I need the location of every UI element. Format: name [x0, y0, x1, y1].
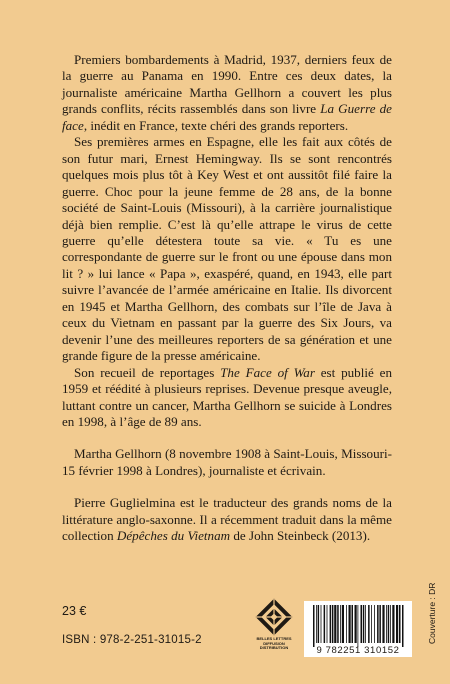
barcode-bar — [342, 605, 344, 643]
barcode-bar — [355, 605, 357, 643]
text-segment: Ses premières armes en Espagne, elle les fait aux côtés de son futur mari, Ernest Hemingway. Ils se sont rencontrés quelques mois plus tôt à Key West et ont aussitôt filé faire la guerre. Choc pour la jeune femme de 28 ans, de la bonne société de Saint-Louis (Missouri), à la carrière journalistique déjà bien remplie. C’est là qu’elle attrape le virus de cette guerre qu’elle détestera toute sa vie. « Tu es une correspondante de guerre sur le front ou une épouse dans mon lit ? » lui lance « Papa », exaspéré, quand, en 1943, elle part suivre l’avancée de l’armée américaine en Italie. Ils divorcent en 1945 et Martha Gellhorn, des combats sur l’île de Java à ceux du Vietnam en passant par la guerre des Six Jours, va devenir l’une des meilleures reporters de sa génération et une grande figure de la presse américaine. — [62, 134, 392, 364]
barcode-bar — [318, 605, 320, 643]
barcode-bar — [377, 605, 379, 643]
barcode-bar — [382, 605, 384, 643]
barcode-bar — [349, 605, 351, 643]
barcode-bar — [358, 605, 359, 647]
barcode-bar — [313, 605, 315, 647]
barcode-bar — [363, 605, 365, 643]
barcode-bar — [324, 605, 326, 643]
price: 23 € — [62, 604, 87, 618]
barcode-bar — [332, 605, 334, 643]
italic-title: Dépêches du Vietnam — [116, 528, 231, 544]
barcode-bar — [330, 605, 332, 643]
paragraph — [62, 365, 392, 431]
back-cover-text — [62, 52, 392, 545]
barcode-bar — [396, 605, 398, 643]
barcode-bar — [402, 605, 404, 647]
barcode-bar — [316, 605, 317, 643]
barcode-bar — [392, 605, 394, 643]
publisher-logo-text: BELLES LETTRES DIFFUSION DISTRIBUTION — [256, 636, 292, 651]
barcode-number: 9 782251 310152 — [316, 645, 400, 656]
paragraph — [62, 52, 392, 134]
barcode-bar — [321, 605, 322, 643]
barcode-bar — [390, 605, 391, 643]
barcode-bar — [371, 605, 372, 643]
barcode-bar — [388, 605, 390, 643]
barcode-bar — [327, 605, 328, 643]
barcode-bar — [386, 605, 387, 643]
barcode-bar — [346, 605, 347, 643]
barcode-bar — [340, 605, 341, 643]
paragraph — [62, 495, 392, 544]
text-segment: Son recueil de reportages — [74, 364, 221, 380]
barcode-bar — [361, 605, 363, 643]
barcode-bar — [334, 605, 336, 643]
text-segment: Pierre Guglielmina est le traducteur des grands noms de la littérature anglo-saxonne. Il a récemment traduit dans la même collection — [62, 495, 392, 544]
barcode-bar — [365, 605, 366, 643]
cover-credit: Couverture : DR — [427, 582, 437, 644]
text-segment: de John Steinbeck (2013). — [230, 528, 371, 544]
paragraph — [62, 446, 392, 479]
barcode-bar — [379, 605, 381, 643]
italic-title: La Guerre de face — [62, 101, 392, 133]
text-segment: Martha Gellhorn (8 novembre 1908 à Saint-Louis, Missouri-15 février 1998 à Londres), journaliste et écrivain. — [62, 446, 392, 478]
barcode — [304, 601, 412, 657]
text-segment: Premiers bombardements à Madrid, 1937, derniers feux de la guerre au Panama en 1990. Entre ces deux dates, la journaliste américaine Martha Gellhorn a couvert les plus grands conflits, récits rassemblés dans son livre — [62, 52, 392, 117]
barcode-bar — [337, 605, 339, 643]
barcode-bar — [352, 605, 354, 643]
isbn: ISBN : 978-2-251-31015-2 — [62, 634, 202, 646]
paragraph — [62, 134, 392, 364]
barcode-bars — [304, 601, 412, 647]
barcode-bar — [399, 605, 401, 643]
text-segment: est publié en 1959 et réédité à plusieurs reprises. Devenue presque aveugle, luttant contre un cancer, Martha Gellhorn se suicide à Londres en 1998, à l’âge de 89 ans. — [62, 364, 392, 429]
text-segment: , inédit en France, texte chéri des grands reporters. — [83, 117, 349, 133]
italic-title: The Face of War — [220, 364, 315, 380]
barcode-bar — [368, 605, 370, 643]
barcode-bar — [374, 605, 375, 643]
